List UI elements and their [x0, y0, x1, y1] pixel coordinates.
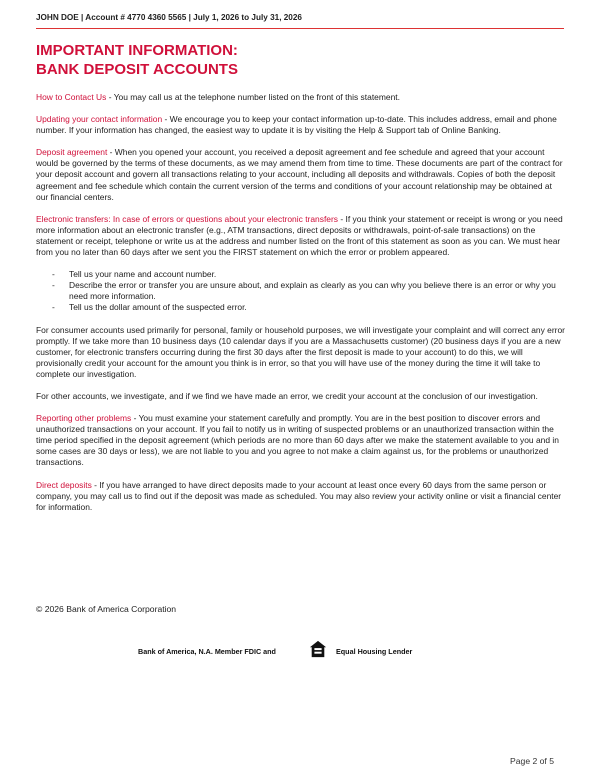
electronic-transfers-paragraph: [36, 214, 566, 258]
deposit-agreement-paragraph: [36, 147, 566, 202]
reporting-paragraph: [36, 413, 566, 468]
list-item: - Describe the error or transfer you are unsure about, and explain as clearly as you can why you believe there is an error or why you need more information.: [52, 280, 556, 302]
contact-heading: How to Contact Us: [36, 92, 107, 102]
equal-housing-text: Equal Housing Lender: [336, 647, 413, 656]
document-body: [36, 92, 566, 524]
updating-paragraph: [36, 114, 566, 136]
title-line-1: IMPORTANT INFORMATION:: [36, 42, 238, 59]
direct-deposits-heading: Direct deposits: [36, 479, 92, 490]
deposit-agreement-heading: Deposit agreement: [36, 147, 108, 158]
electronic-transfers-heading: Electronic transfers: In case of errors or questions about your electronic transfers: [36, 213, 339, 224]
list-item: - Tell us your name and account number.: [52, 269, 217, 280]
list-item: - Tell us the dollar amount of the suspected error.: [52, 302, 247, 313]
reporting-text: - You must examine your statement carefully and promptly. You are in the best position to discover errors and unauthorized transactions on your account. If you fail to notify us in writing of suspected problems or an unauthorized transaction within the time period specified in the deposit agreement (which periods are no more than 60 days after we make the statement available to you and in some cases are 30 days or less), we are not liable to you and you agree to not make a claim against us, for the problems or unauthorized transactions.: [36, 413, 559, 468]
electronic-transfers-text: - If you think your statement or receipt is wrong or you need more information about an electronic transfer (e.g., ATM transactions, direct deposits or withdrawals, point-of-sale transactions) on the statement or receipt, telephone or write us at the address and number listed on the front of this statement as soon as you can. We must hear from you no later than 60 days after we sent you the FIRST statement on which the error or problem appeared.: [36, 213, 563, 258]
dash-bullet: -: [52, 269, 55, 280]
page-number: Page 2 of 5: [510, 756, 554, 766]
reporting-heading: Reporting other problems: [36, 413, 132, 424]
direct-deposits-paragraph: [36, 480, 566, 513]
equal-housing-icon: [309, 640, 327, 658]
copyright-notice: © 2026 Bank of America Corporation: [36, 604, 177, 614]
title-line-2: BANK DEPOSIT ACCOUNTS: [36, 61, 238, 78]
deposit-agreement-text: - When you opened your account, you received a deposit agreement and fee schedule and agreed that your account would be governed by the terms of these documents, as we may amend them from time to time. These documents are part of the contract for your deposit account and govern all transactions relating to your account, including all deposits and withdrawals. Copies of both the deposit agreement and fee schedule which contain the current version of the terms and conditions of your account relationship may be obtained at our financial centers.: [36, 147, 563, 202]
error-instructions-list: [36, 269, 566, 313]
contact-text: - You may call us at the telephone number listed on the front of this statement.: [106, 92, 400, 102]
member-fdic-text: Bank of America, N.A. Member FDIC and: [138, 647, 276, 656]
dash-bullet: -: [52, 302, 55, 313]
statement-header: JOHN DOE | Account # 4770 4360 5565 | July 1, 2026 to July 31, 2026: [36, 13, 564, 29]
page-title: [36, 41, 564, 79]
fdic-footer: [138, 640, 468, 660]
contact-paragraph: [36, 92, 566, 103]
updating-text: - We encourage you to keep your contact information up-to-date. This includes address, email and phone number. If your information has changed, the easiest way to update it is by visiting the Help & Support tab of Online Banking.: [36, 114, 557, 136]
other-accounts-paragraph: For other accounts, we investigate, and if we find we have made an error, we credit your account at the conclusion of our investigation.: [36, 390, 538, 401]
dash-bullet: -: [52, 280, 55, 291]
direct-deposits-text: - If you have arranged to have direct deposits made to your account at least once every 60 days from the same person or company, you may call us to find out if the deposit was made as scheduled. You may also review your activity online or visit a financial center for information.: [36, 479, 562, 512]
updating-heading: Updating your contact information: [36, 114, 163, 125]
consumer-accounts-paragraph: For consumer accounts used primarily for personal, family or household purposes, we will investigate your complaint and will correct any error promptly. If we take more than 10 business days (10 calendar days if you are a Massachusetts customer) (20 business days if you are a new customer, for electronic transfers occurring during the first 30 days after the first deposit is made to your account) to do this, we will provisionally credit your account for the amount you think is in error, so that you will have use of the money during the time it will take to complete our investigation.: [36, 324, 565, 379]
